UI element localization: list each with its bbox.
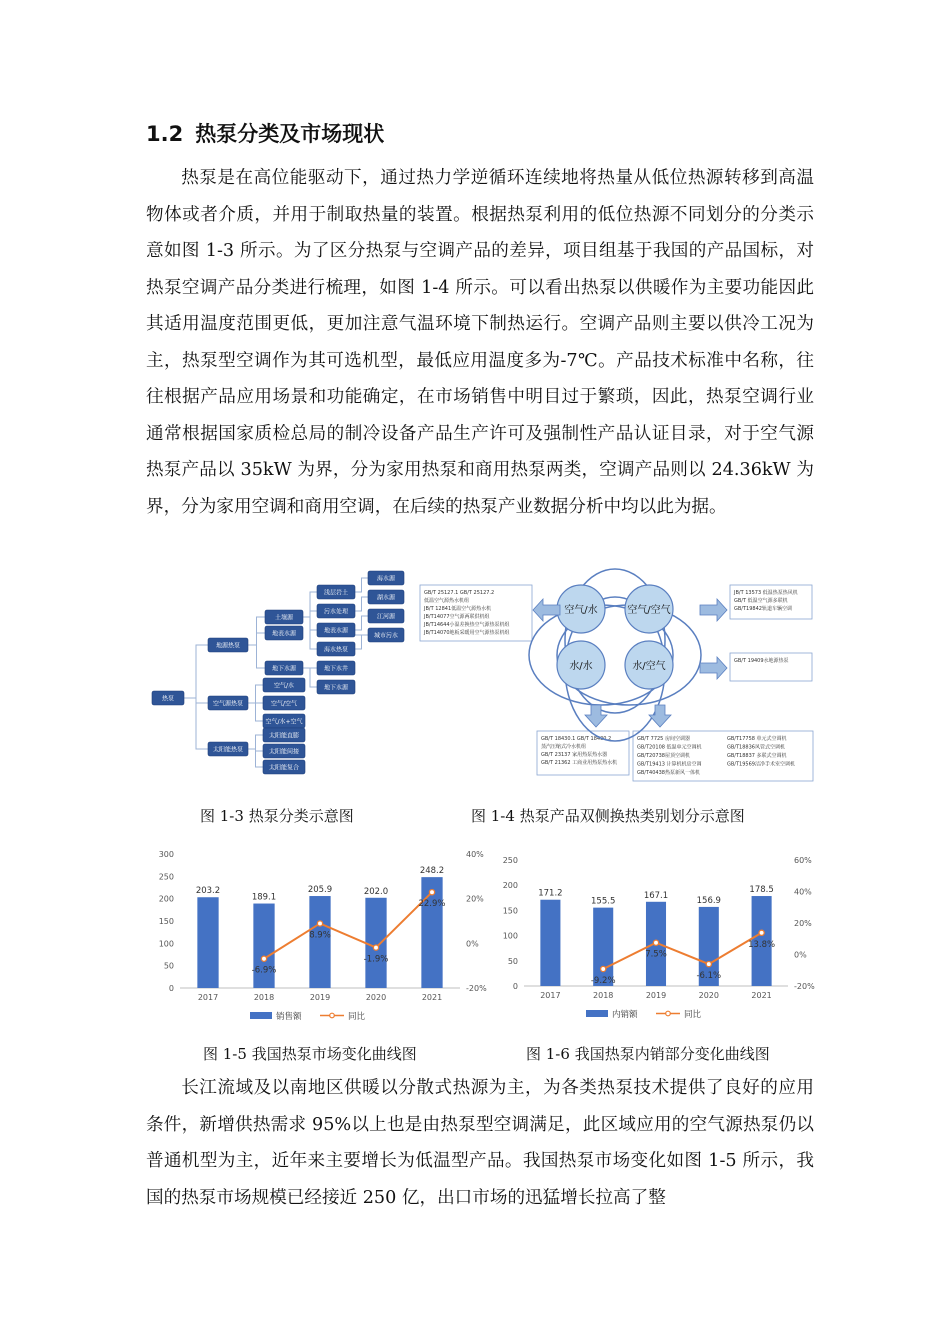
section-title: 热泵分类及市场现状 — [195, 122, 385, 146]
yoy-line — [264, 892, 432, 959]
bar — [309, 896, 330, 988]
tree-waterkind-0 — [317, 585, 355, 599]
tree-watersub-2 — [368, 609, 404, 623]
tree-air-0 — [263, 678, 305, 692]
yoy-line — [603, 933, 761, 969]
tree-well-0 — [317, 661, 355, 675]
tree-ground-1 — [265, 626, 303, 640]
y-tick-label: 200 — [158, 894, 174, 904]
yoy-point — [317, 921, 322, 926]
svg-text:土壤源: 土壤源 — [274, 614, 294, 622]
tree-well-1 — [317, 680, 355, 694]
arrow-right-top — [700, 599, 727, 621]
yoy-value-label: -6.9% — [251, 965, 277, 976]
yoy-value-label: 8.9% — [309, 930, 331, 941]
x-tick-label: 2018 — [593, 991, 614, 1000]
y2-tick-label: 40% — [466, 850, 484, 859]
svg-text:江河源: 江河源 — [376, 613, 396, 621]
bar-value-label: 171.2 — [538, 888, 563, 899]
bar-value-label: 203.2 — [195, 886, 221, 897]
x-tick-label: 2020 — [698, 991, 719, 1000]
y2-tick-label: -20% — [466, 984, 487, 993]
tree-solar-0 — [263, 728, 305, 742]
x-tick-label: 2017 — [197, 993, 219, 1002]
svg-text:GB/T19842轨道车辆空调: GB/T19842轨道车辆空调 — [734, 606, 792, 612]
yoy-value-label: 22.9% — [418, 899, 446, 910]
legend-bar-swatch — [250, 1012, 272, 1019]
bar-value-label: 167.1 — [643, 890, 669, 901]
legend-bar-swatch — [586, 1010, 608, 1017]
section-number: 1.2 — [146, 122, 184, 146]
fig14-box-right-mid — [730, 653, 812, 681]
svg-text:浅层岩土: 浅层岩土 — [323, 589, 349, 597]
svg-text:海水源: 海水源 — [376, 575, 396, 583]
y2-tick-label: 0% — [794, 950, 807, 960]
svg-text:太阳能复合: 太阳能复合 — [268, 764, 300, 772]
x-tick-label: 2018 — [253, 993, 275, 1002]
x-tick-label: 2021 — [421, 993, 443, 1002]
bar-value-label: 155.5 — [591, 896, 616, 907]
svg-text:地下水源: 地下水源 — [323, 684, 349, 692]
paragraph-1: 热泵是在高位能驱动下，通过热力学逆循环连续地将热量从低位热源转移到高温物体或者介质，并用于制取热量的装置。根据热泵利用的低位热源不同划分的分类示意如图 1-3 所示。为了区分热泵与空调产品的差异，项目组基于我国的产品国标，对热泵空调产品分类进行梳理，如图 1-4 所示。可以看出热泵以供暖作为主要功能因此其适用温度范围更低，更加注意气温环境下制热运行。空调产品则主要以供冷工况为主，热泵型空调作为其可选机型，最低应用温度多为-7℃。产品技术标准中名称，往往根据产品应用场景和功能确定，在市场销售中明目过于繁琐，因此，热泵空调行业通常根据国家质检总局的制冷设备产品生产许可及强制性产品认证目录，对于空气源热泵产品以 35kW 为界，分为家用热泵和商用热泵两类，空调产品则以 24.36kW 为界，分为家用空调和商用空调，在后续的热泵产业数据分析中均以此为据。 — [146, 168, 814, 517]
svg-text:GB/T 19409水地源热泵: GB/T 19409水地源热泵 — [734, 658, 789, 664]
yoy-point — [373, 945, 378, 950]
fig14-box-bottom-left — [537, 731, 629, 775]
fig14-box-right-top — [730, 585, 812, 619]
y-tick-label: 100 — [502, 931, 518, 941]
tree-waterkind-1 — [317, 604, 355, 618]
bar — [593, 908, 613, 986]
tree-root — [152, 691, 184, 705]
svg-text:JB/T 13573 低温热泵热风机: JB/T 13573 低温热泵热风机 — [734, 590, 798, 596]
tree-level1-2 — [208, 742, 248, 756]
yoy-value-label: -9.2% — [590, 975, 616, 986]
yoy-value-label: -1.9% — [363, 954, 389, 965]
svg-text:GB/T20108 低温单元空调机: GB/T20108 低温单元空调机 — [637, 744, 702, 751]
svg-text:水/水: 水/水 — [569, 661, 593, 672]
x-tick-label: 2017 — [540, 991, 561, 1000]
svg-text:太阳能热泵: 太阳能热泵 — [212, 746, 244, 754]
bar — [540, 900, 560, 986]
svg-text:太阳能直膨: 太阳能直膨 — [268, 732, 300, 740]
svg-text:GB/T 23137 家用热泵热水器: GB/T 23137 家用热泵热水器 — [541, 752, 608, 758]
bar-value-label: 248.2 — [419, 866, 445, 877]
svg-text:湖水源: 湖水源 — [376, 594, 396, 602]
tree-watersub-0 — [368, 571, 404, 585]
svg-text:GB/T19569洁净手术室空调机: GB/T19569洁净手术室空调机 — [727, 761, 795, 768]
svg-text:GB/T19413 计算机机房空调: GB/T19413 计算机机房空调 — [637, 761, 702, 768]
y2-tick-label: 40% — [794, 887, 812, 897]
y-tick-label: 0 — [168, 984, 174, 993]
legend-bar-label: 销售额 — [276, 1012, 302, 1022]
svg-text:热泵: 热泵 — [161, 695, 175, 703]
svg-text:空气/空气: 空气/空气 — [627, 605, 671, 616]
paragraph-2: 长江流域及以南地区供暖以分散式热源为主，为各类热泵技术提供了良好的应用条件，新增供热需求 95%以上也是由热泵型空调满足，此区域应用的空气源热泵仍以普通机型为主，近年来主要增长为低温型产品。我国热泵市场变化如图 1-5 所示，我国的热泵市场规模已经接近 250 亿，出口市场的迅猛增长拉高了整 — [146, 1078, 814, 1208]
svg-text:JB/T14077空气源两联供机组: JB/T14077空气源两联供机组 — [424, 614, 490, 620]
arrow-right-mid — [700, 657, 727, 679]
svg-text:地表水源: 地表水源 — [323, 627, 349, 635]
bar — [365, 898, 386, 988]
legend-bar-label: 内销额 — [612, 1010, 638, 1020]
y-tick-label: 300 — [158, 850, 174, 859]
svg-text:空气/水+空气: 空气/水+空气 — [265, 718, 303, 726]
figure-1-4-classification — [415, 565, 815, 785]
figure-1-6-caption: 图 1-6 我国热泵内销部分变化曲线图 — [526, 1045, 770, 1063]
svg-text:低温空气源热水机组: 低温空气源热水机组 — [424, 598, 470, 604]
svg-text:GB/T 25127.1 GB/T 25127.2: GB/T 25127.1 GB/T 25127.2 — [424, 590, 495, 596]
svg-text:GB/T 低温空气源多联机: GB/T 低温空气源多联机 — [734, 598, 788, 604]
svg-text:空气/水: 空气/水 — [564, 605, 598, 616]
svg-text:GB/T40438热泵新风一体机: GB/T40438热泵新风一体机 — [637, 770, 700, 776]
tree-watersub-3 — [368, 628, 404, 642]
bar-value-label: 202.0 — [363, 886, 389, 897]
x-tick-label: 2021 — [751, 991, 772, 1000]
bar-value-label: 189.1 — [251, 892, 277, 903]
y-tick-label: 50 — [163, 961, 174, 971]
tree-level1-0 — [208, 638, 248, 652]
svg-text:太阳能间接: 太阳能间接 — [268, 748, 300, 756]
tree-waterkind-3 — [317, 642, 355, 656]
bar-value-label: 156.9 — [696, 895, 721, 906]
yoy-point — [601, 966, 606, 971]
tree-level1-1 — [208, 696, 248, 710]
svg-text:海水热泵: 海水热泵 — [323, 646, 349, 654]
bar-value-label: 205.9 — [307, 885, 333, 896]
yoy-point — [759, 930, 764, 935]
svg-text:JB/T 12841低温空气源热水机: JB/T 12841低温空气源热水机 — [424, 606, 492, 612]
y-tick-label: 50 — [507, 956, 518, 966]
fig14-circle-2 — [557, 641, 605, 689]
y-tick-label: 100 — [158, 939, 174, 949]
svg-text:地源热泵: 地源热泵 — [215, 642, 241, 650]
svg-text:GB/T 7725 房间空调器: GB/T 7725 房间空调器 — [637, 736, 690, 742]
tree-waterkind-2 — [317, 623, 355, 637]
section-heading — [146, 118, 384, 148]
legend-line-marker — [666, 1011, 671, 1016]
y2-tick-label: -20% — [794, 982, 815, 991]
yoy-point — [653, 940, 658, 945]
svg-text:GB/T 21362 工商业用热泵热水机: GB/T 21362 工商业用热泵热水机 — [541, 760, 618, 766]
fig14-box-left — [420, 585, 532, 641]
svg-text:水/空气: 水/空气 — [632, 661, 666, 672]
svg-text:城市污水: 城市污水 — [373, 632, 399, 640]
tree-air-1 — [263, 696, 305, 710]
tree-solar-2 — [263, 760, 305, 774]
figure-1-5-chart — [140, 840, 500, 1030]
arrow-down-left — [585, 705, 607, 727]
y-tick-label: 200 — [502, 881, 518, 891]
tree-ground-0 — [265, 610, 303, 624]
svg-text:空气源热泵: 空气源热泵 — [212, 700, 244, 708]
svg-text:地下水井: 地下水井 — [323, 665, 349, 673]
y2-tick-label: 20% — [794, 919, 812, 928]
svg-text:GB/T18837 多联式空调机: GB/T18837 多联式空调机 — [727, 753, 787, 759]
bar — [197, 897, 218, 988]
yoy-value-label: -6.1% — [696, 971, 722, 982]
x-tick-label: 2019 — [645, 991, 667, 1000]
y-tick-label: 150 — [502, 906, 518, 916]
legend-line-marker — [330, 1013, 335, 1018]
tree-ground-2 — [265, 661, 303, 675]
fig14-circle-3 — [625, 641, 673, 689]
y-tick-label: 0 — [512, 982, 518, 991]
y2-tick-label: 60% — [794, 856, 812, 865]
yoy-point — [261, 956, 266, 961]
arrow-left — [533, 599, 560, 621]
bar-value-label: 178.5 — [749, 885, 774, 896]
svg-text:蒸汽压缩式冷水机组: 蒸汽压缩式冷水机组 — [541, 744, 587, 750]
tree-watersub-1 — [368, 590, 404, 604]
arrow-down-right — [649, 705, 671, 727]
svg-text:地下水源: 地下水源 — [271, 665, 297, 673]
y-tick-label: 250 — [502, 856, 518, 865]
figure-1-3-caption: 图 1-3 热泵分类示意图 — [200, 807, 354, 825]
yoy-value-label: 7.5% — [645, 949, 667, 960]
y-tick-label: 250 — [158, 872, 174, 882]
legend-line-label: 同比 — [684, 1010, 702, 1020]
svg-text:GB/T18836风管式空调机: GB/T18836风管式空调机 — [727, 744, 785, 751]
svg-text:JB/T14644小温差换热空气源热泵机组: JB/T14644小温差换热空气源热泵机组 — [424, 622, 510, 628]
svg-text:JB/T14070地板采暖用空气源热泵机组: JB/T14070地板采暖用空气源热泵机组 — [424, 630, 510, 636]
tree-solar-1 — [263, 744, 305, 758]
legend-line-label: 同比 — [348, 1012, 366, 1022]
x-tick-label: 2019 — [309, 993, 331, 1002]
svg-text:污水处理: 污水处理 — [323, 608, 349, 616]
svg-text:空气/水: 空气/水 — [273, 682, 295, 690]
y2-tick-label: 20% — [466, 894, 484, 904]
svg-text:GB/T17758 单元式空调机: GB/T17758 单元式空调机 — [727, 736, 787, 742]
x-tick-label: 2020 — [365, 993, 387, 1002]
svg-text:空气/空气: 空气/空气 — [270, 700, 298, 708]
fig14-circle-0 — [557, 585, 605, 633]
y2-tick-label: 0% — [466, 939, 479, 949]
svg-text:地表水源: 地表水源 — [271, 630, 297, 638]
figure-1-5-caption: 图 1-5 我国热泵市场变化曲线图 — [203, 1045, 417, 1063]
figure-1-4-caption: 图 1-4 热泵产品双侧换热类别划分示意图 — [471, 807, 745, 825]
svg-text:GB/T20738屋顶空调机: GB/T20738屋顶空调机 — [637, 753, 690, 759]
tree-air-2 — [263, 714, 305, 728]
svg-text:GB/T 18430.1 GB/T 18430.2: GB/T 18430.1 GB/T 18430.2 — [541, 736, 612, 742]
figure-1-6-chart — [498, 845, 828, 1030]
y-tick-label: 150 — [158, 917, 174, 926]
yoy-point — [429, 890, 434, 895]
yoy-value-label: 13.8% — [748, 939, 776, 950]
fig14-circle-1 — [625, 585, 673, 633]
fig14-box-bottom-right — [633, 731, 813, 781]
yoy-point — [706, 962, 711, 967]
